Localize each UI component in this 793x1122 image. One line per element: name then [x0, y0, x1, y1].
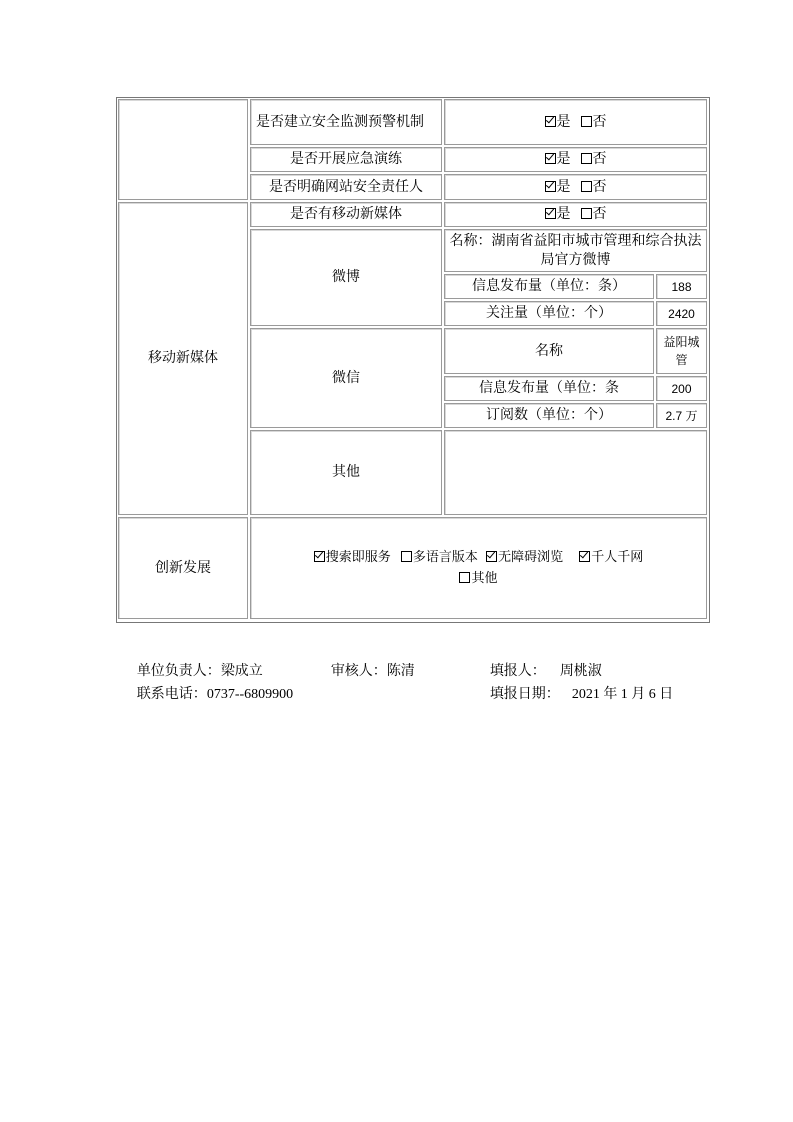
yes-label: 是	[556, 206, 571, 222]
wechat-name-value-cell	[656, 328, 707, 374]
checkbox-checked-icon[interactable]	[545, 208, 556, 219]
option-label: 千人千网	[591, 550, 644, 565]
no-label: 否	[592, 206, 607, 222]
checkbox-empty-icon[interactable]	[581, 116, 592, 127]
date-value: 2021 年 1 月 6 日	[571, 687, 674, 702]
footer-date	[472, 664, 673, 725]
wechat-posts-value-cell	[656, 376, 707, 401]
weibo-name: 名称：湖南省益阳市城市管理和综合执法局官方微博	[449, 232, 702, 268]
has-mobile-no-option[interactable]	[581, 205, 607, 224]
weibo-followers-label: 关注量（单位：个）	[486, 305, 612, 321]
section-mobile-text: 移动新媒体	[148, 350, 218, 366]
responsible-no-option[interactable]	[581, 178, 607, 197]
drill-label	[250, 147, 442, 172]
checkbox-checked-icon[interactable]	[545, 181, 556, 192]
checkbox-checked-icon[interactable]	[545, 116, 556, 127]
option-label: 多语言版本	[412, 550, 478, 565]
no-label: 否	[592, 151, 607, 167]
monitoring-label-text: 是否建立安全监测预警机制	[256, 113, 424, 130]
wechat-name-label: 名称	[535, 342, 563, 359]
weibo-label	[250, 229, 442, 326]
wechat-subs-value-cell	[656, 403, 707, 428]
section-mobile-label	[118, 202, 248, 515]
other-label	[250, 430, 442, 515]
weibo-posts-label: 信息发布量（单位：条）	[472, 278, 626, 294]
checkbox-empty-icon[interactable]	[401, 551, 412, 562]
checkbox-checked-icon[interactable]	[579, 551, 590, 562]
checkbox-empty-icon[interactable]	[581, 153, 592, 164]
weibo-posts-label-cell	[444, 274, 654, 299]
responsible-label	[250, 174, 442, 200]
innovation-options-cell	[250, 517, 707, 619]
wechat-name-label-cell	[444, 328, 654, 374]
weibo-followers-value: 2420	[668, 306, 695, 321]
weibo-followers-value-cell	[656, 301, 707, 326]
date-label: 填报日期：	[489, 686, 560, 702]
option-label: 无障碍浏览	[498, 550, 564, 565]
option-other[interactable]	[459, 571, 497, 586]
reviewer-label: 审核人：	[330, 663, 387, 679]
checkbox-empty-icon[interactable]	[581, 181, 592, 192]
drill-no-option[interactable]	[581, 150, 607, 169]
no-label: 否	[592, 113, 607, 130]
responsible-choice	[444, 174, 707, 200]
wechat-subs-label: 订阅数（单位：个）	[486, 407, 612, 423]
footer-reviewer	[313, 641, 415, 701]
checkbox-checked-icon[interactable]	[486, 551, 497, 562]
checkbox-checked-icon[interactable]	[545, 153, 556, 164]
filler-label: 填报人：	[489, 663, 546, 679]
monitoring-no-option[interactable]	[581, 113, 607, 132]
wechat-subs-label-cell	[444, 403, 654, 428]
has-mobile-yes-option[interactable]	[545, 205, 571, 224]
option-label: 其他	[471, 571, 498, 586]
drill-label-text: 是否开展应急演练	[290, 151, 402, 167]
option-accessibility[interactable]	[486, 550, 567, 565]
has-mobile-label-text: 是否有移动新媒体	[290, 206, 402, 222]
wechat-name-value: 益阳城管	[663, 335, 700, 367]
innovation-label-text: 创新发展	[155, 559, 211, 576]
has-mobile-label	[250, 202, 442, 227]
wechat-label	[250, 328, 442, 428]
checkbox-checked-icon[interactable]	[314, 551, 325, 562]
footer-phone	[119, 664, 293, 725]
monitoring-choice	[444, 99, 707, 145]
reviewer-name: 陈清	[386, 663, 415, 679]
info-table	[116, 97, 710, 623]
phone-number: 0737--6809900	[206, 687, 294, 702]
innovation-label	[118, 517, 248, 619]
weibo-name-cell	[444, 229, 707, 272]
monitoring-label	[250, 99, 442, 145]
wechat-posts-label: 信息发布量（单位：条	[479, 380, 619, 396]
weibo-followers-label-cell	[444, 301, 654, 326]
drill-choice	[444, 147, 707, 172]
responsible-yes-option[interactable]	[545, 178, 571, 197]
monitoring-yes-option[interactable]	[545, 113, 571, 132]
option-multilingual[interactable]	[401, 550, 482, 565]
yes-label: 是	[556, 151, 571, 167]
wechat-posts-label-cell	[444, 376, 654, 401]
checkbox-empty-icon[interactable]	[459, 572, 470, 583]
has-mobile-choice	[444, 202, 707, 227]
wechat-subs-value: 2.7 万	[665, 408, 698, 423]
responsible-label-text: 是否明确网站安全责任人	[269, 178, 423, 195]
yes-label: 是	[556, 113, 571, 130]
innovation-options	[289, 547, 669, 589]
no-label: 否	[592, 178, 607, 195]
other-label-text: 其他	[332, 464, 360, 480]
weibo-posts-value: 188	[671, 279, 692, 294]
option-personalized[interactable]	[579, 550, 643, 565]
section-security-cell	[118, 99, 248, 200]
unit-head-name: 梁成立	[220, 663, 263, 679]
wechat-posts-value: 200	[671, 381, 692, 396]
checkbox-empty-icon[interactable]	[581, 208, 592, 219]
option-search-service[interactable]	[314, 550, 395, 565]
unit-head-label: 单位负责人：	[136, 663, 221, 679]
weibo-posts-value-cell	[656, 274, 707, 299]
filler-name: 周桃淑	[559, 663, 602, 679]
yes-label: 是	[556, 178, 571, 195]
weibo-label-text: 微博	[332, 269, 360, 285]
wechat-label-text: 微信	[332, 369, 360, 386]
other-value-cell	[444, 430, 707, 515]
option-label: 搜索即服务	[325, 550, 391, 565]
phone-label: 联系电话：	[136, 686, 207, 702]
drill-yes-option[interactable]	[545, 150, 571, 169]
